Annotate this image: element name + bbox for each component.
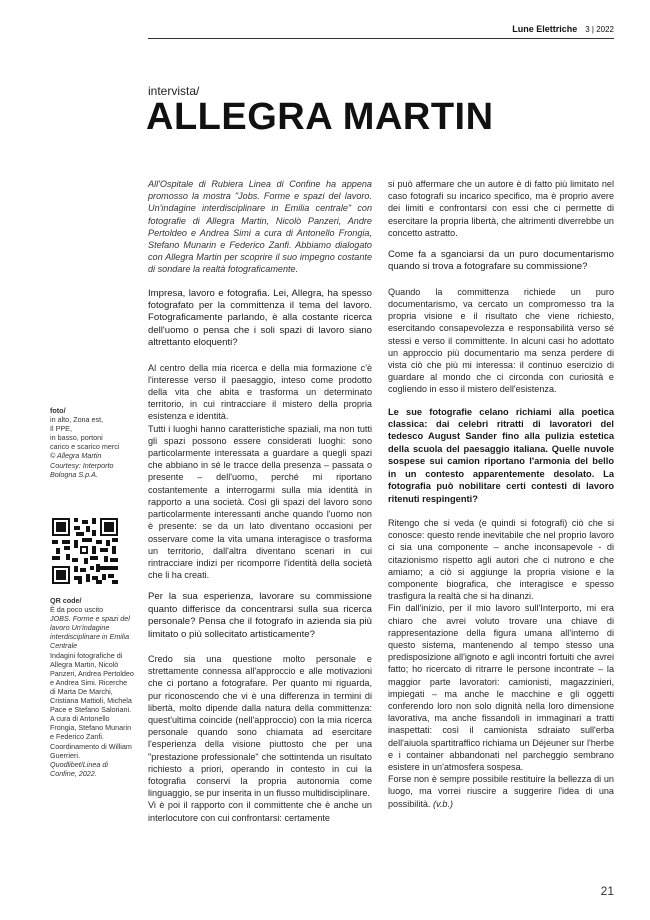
answer-4-closing: Forse non è sempre possibile restituire la bellezza di un luogo, ma vorrei riuscire a suggerire l'idea di una possibilità. <box>388 774 614 809</box>
author-initials: (v.b.) <box>433 798 454 809</box>
qr-book-title: JOBS. Forme e spazi del lavoro Un'indagine interdisciplinare in Emilia Centrale <box>50 614 130 651</box>
qr-caption-label: QR code/ <box>50 596 82 605</box>
page-number: 21 <box>600 884 614 898</box>
photo-caption-label: foto/ <box>50 406 66 415</box>
answer-4-paragraph-2: Fin dall'inizio, per il mio lavoro sull'Interporto, mi era chiaro che avrei voluto trovare una chiave di rappresentazione della figura umana all'interno di questo sistema, mantenendo al tempo stesso una predisposizione all'ignoto e agli incontri fortuiti che avrei fatto; ho ricercato di ritrarre le persone incontrate – la maggior parte lavoratori: camionisti, magazzinieri, impiegati – ma anche le macchine e gli oggetti conferendo loro non solo dignità nella loro dimensione lavorativa, ma anche fissandoli in immaginari a tratti inaspettati: così il camionista sdraiato sull'erba dell'aiuola spartitraffico richiama un Déjeuner sur l'herbe e i container abbandonati nel parcheggio sembrano esistere in un'atmosfera sospesa. <box>388 603 614 772</box>
article-title: ALLEGRA MARTIN <box>146 96 494 138</box>
text-column-left <box>148 178 372 824</box>
issue-number: 3 | 2022 <box>585 25 614 34</box>
photo-caption <box>50 406 134 479</box>
answer-1-paragraph-2: Tutti i luoghi hanno caratteristiche spaziali, ma non tutti gli spazi possono essere considerati luoghi: sono particolarmente interessata a guardare a quegli spazi che abbiano in sé le tracce della presenza – passata o presente – dell'uomo, perché mi riportano costantemente a interrogarmi sulla mia identità in rapporto a una società. Così gli spazi del lavoro sono particolarmente interessanti anche quando l'uomo non è presente: se da un lato diventano occasioni per osservare come la vita umana interagisce o trasforma un territorio, dall'altra diventano scenari in cui rintracciare indizi per ricomporre l'identità della società che li ha creati. <box>148 423 372 581</box>
qr-code-icon[interactable] <box>52 518 118 584</box>
question-1: Impresa, lavoro e fotografia. Lei, Allegra, ha spesso fotografato per la committenza il tema del lavoro. Fotograficamente parlando, è alla costante ricerca dell'uomo o pensa che i soli spazi di lavoro siano altrettanto eloquenti? <box>148 287 372 349</box>
answer-3: Quando la committenza richiede un puro documentarismo, va cercato un compromesso tra la propria visione e il risultato che viene richiesto, esercitando consapevolezza e responsabilità verso sé stessi e verso il committente. In alcuni casi ho adottato un approccio più documentario ma senza perdere di vista ciò che più mi interessa: il continuo esercizio di guardare al mondo che ci circonda con curiosità e cogliendo in esso il mistero dell'esistenza. <box>388 286 614 395</box>
answer-2-paragraph-1: Credo sia una questione molto personale e strettamente connessa all'approccio e alle motivazioni che ci portano a fotografare. Per quanto mi riguarda, pur riconoscendo che vi è una differenza in termini di libertà, molto dipende dalla natura della committenza: quest'ultima coincide (nell'approccio) con la mia ricerca personale quando sono chiamata ad esercitare l'esperienza della visione piuttosto che per una "prestazione professionale" che sottintenda un risultato richiesto a priori, operando in contesto in cui la fotografia conservi la propria autonomia come linguaggio, se pur inserita in un flusso multidisciplinare. <box>148 653 372 799</box>
photo-credit: © Allegra Martin Courtesy: Interporto Bologna S.p.A. <box>50 451 114 479</box>
page-header <box>512 24 614 34</box>
text-column-right <box>388 178 614 810</box>
magazine-name: Lune Elettriche <box>512 24 578 34</box>
qr-caption <box>50 596 134 778</box>
photo-caption-line: carico e scarico merci <box>50 442 120 452</box>
answer-4-paragraph-1: Ritengo che si veda (e quindi si fotografi) ciò che si conosce: questo rende inevitabile che nel proprio lavoro ci sia una componente – anche inconsapevole - di citazionismo rispetto agli autori che ci nutrono e che amiamo; a ciò si aggiunge la propria visione e la componente biografica, che interagisce e spesso trasfigura la realtà che si ha dinanzi. <box>388 517 614 602</box>
photo-caption-line: Il PPE, <box>50 424 72 434</box>
photo-caption-line: in alto, Zona est, <box>50 415 104 425</box>
answer-2-paragraph-2: Vi è poi il rapporto con il committente che è anche un interlocutore con cui confrontarsi: certamente <box>148 800 372 823</box>
photo-caption-line: in basso, portoni <box>50 433 103 443</box>
header-rule <box>148 38 614 39</box>
question-3: Come fa a sganciarsi da un puro documentarismo quando si trova a fotografare su commissione? <box>388 249 614 273</box>
intro-paragraph: All'Ospitale di Rubiera Linea di Confine ha appena promosso la mostra "Jobs. Forme e spazi del lavoro. Un'indagine interdisciplinare in Emilia centrale" con fotografie di Allegra Martin, Nicolò Panzeri, Andre Pertoldeo e Andrea Simi a cura di Antonello Frongia, Stefano Munarin e Federico Zanfi. Abbiamo dialogato con Allegra Martin per scoprire il suo impegno costante di sondare la realtà fotograficamente. <box>148 179 372 275</box>
section-kicker: intervista/ <box>148 84 200 98</box>
question-2: Per la sua esperienza, lavorare su commissione quanto differisce da concentrarsi sulla sua ricerca personale? Pensa che il fotografo in azienda sia più limitato o più sollecitato artisticamente? <box>148 591 372 640</box>
question-4: Le sue fotografie celano richiami alla poetica classica: dai celebri ritratti di lavoratori del tedesco August Sander fino alla pulizia estetica della scuola del paesaggio italiana. Quelle nuvole sospese sui camion riportano l'armonia del bello in un contesto apparentemente desolato. La fotografia può nobilitare certi contesti di lavoro ritenuti respingenti? <box>388 406 614 504</box>
answer-2-continued: si può affermare che un autore è di fatto più limitato nel caso fotografi su incarico specifico, ma è proprio avere dei limiti e confrontarsi con essi che ci permette di esercitare la propria libertà, che altrimenti diverrebbe un concetto astratto. <box>388 179 614 238</box>
qr-book-credits: Indagini fotografiche di Allegra Martin, Nicolò Panzeri, Andrea Pertoldeo e Andrea Simi. Ricerche di Marta De Marchi, Cristiana Mattioli, Michela Pace e Stefano Saloriani. A cura di Antonello Frongia, Stefano Munarin e Federico Zanfi. Coordinamento di William Guerrieri. <box>50 650 134 760</box>
qr-publisher: Quodlibet/Linea di Confine, 2022. <box>50 759 108 778</box>
answer-1-paragraph-1: Al centro della mia ricerca e della mia formazione c'è l'interesse verso il paesaggio, inteso come prodotto della vita che abita e trasforma un determinato territorio, in cui rintracciare il mistero della propria esistenza e identità. <box>148 362 372 422</box>
answer-4-paragraph-3 <box>388 773 614 810</box>
qr-caption-intro: È da poco uscito <box>50 605 104 615</box>
